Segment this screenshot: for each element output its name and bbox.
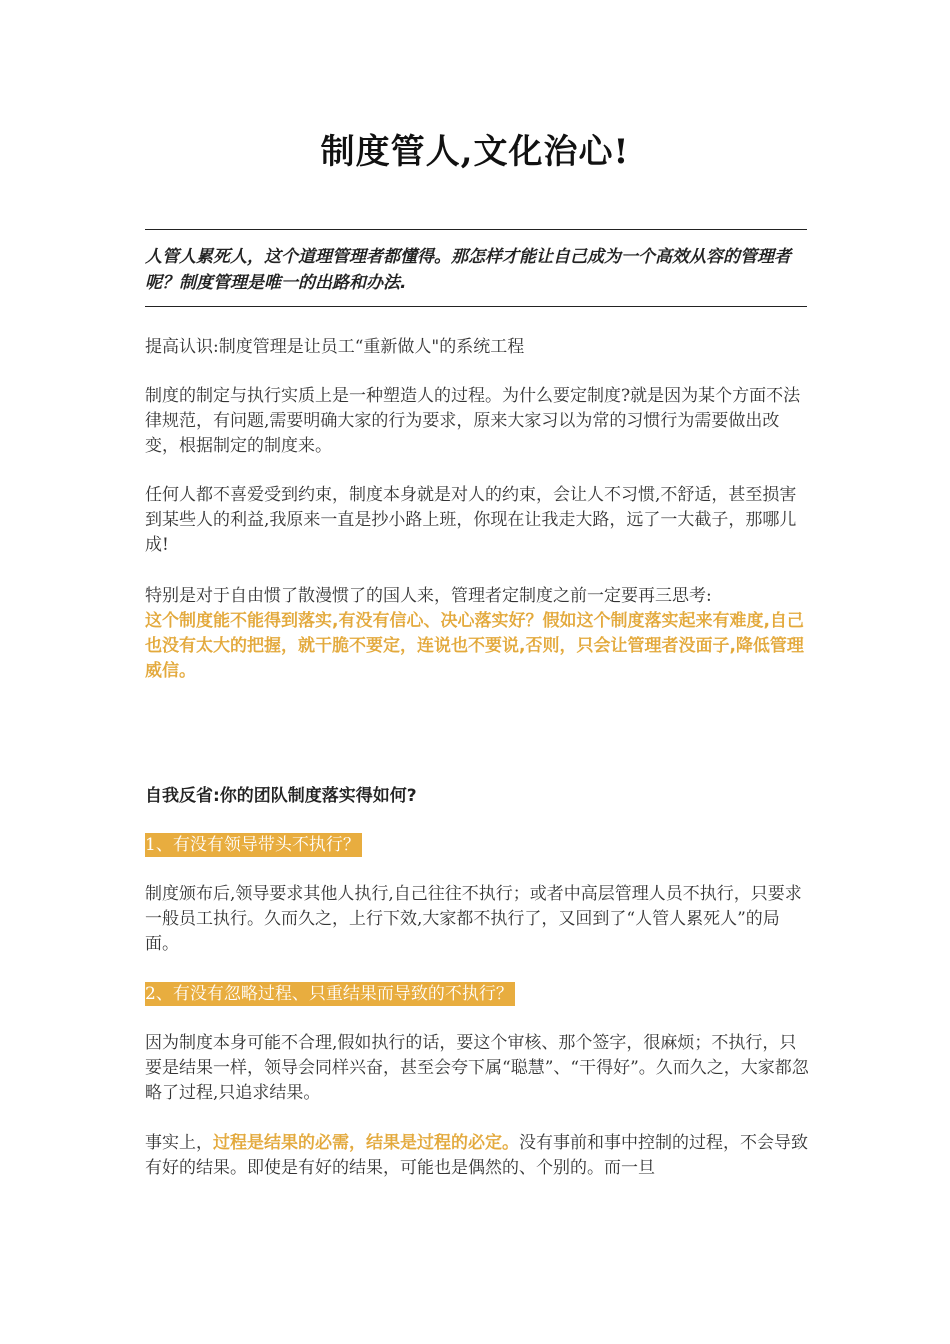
section1-paragraph-2: 任何人都不喜爱受到约束，制度本身就是对人的约束，会让人不习惯,不舒适，甚至损害到某些人的利益,我原来一直是抄小路上班，你现在让我走大路，远了一大截子，那哪儿成! [145,485,797,555]
section1-paragraph-3-intro: 特别是对于自由惯了散漫惯了的国人来，管理者定制度之前一定要再三思考: [145,586,712,606]
answer-2: 因为制度本身可能不合理,假如执行的话，要这个审核、那个签字，很麻烦；不执行，只要是结果一样，领导会同样兴奋，甚至会夸下属“聪慧”、“干得好”。久而久之，大家都忽略了过程,只追求结果。 [145,1033,809,1103]
section1-heading: 提高认识:制度管理是让员工“重新做人"的系统工程 [145,337,525,357]
fact-emphasis: 过程是结果的必需，结果是过程的必定。 [213,1133,519,1153]
question-2-highlight: 2、有没有忽略过程、只重结果而导致的不执行？ [145,984,513,1004]
fact-tail: 没有事前和事中控制的过程，不会导致有好的结果。即使是有好的结果，可能也是偶然的、个别的。而一旦 [145,1133,808,1178]
question-1-highlight: 1、有没有领导带头不执行？ [145,835,360,855]
divider-top [145,229,807,230]
section1-paragraph-3-emphasis: 这个制度能不能得到落实,有没有信心、决心落实好？假如这个制度落实起来有难度,自己也没有太大的把握，就干脆不要定，连说也不要说,否则，只会让管理者没面子,降低管理威信。 [145,611,804,681]
divider-bottom [145,306,807,307]
fact-paragraph [145,1131,810,1181]
section1-paragraph-1: 制度的制定与执行实质上是一种塑造人的过程。为什么要定制度?就是因为某个方面不法律规范，有问题,需要明确大家的行为要求，原来大家习以为常的习惯行为需要做出改变，根据制定的制度来。 [145,386,801,456]
lead-paragraph: 人管人累死人，这个道理管理者都懂得。那怎样才能让自己成为一个高效从容的管理者呢？制度管理是唯一的出路和办法. [145,247,791,293]
fact-lead: 事实上， [145,1133,213,1153]
question-2 [145,982,810,1007]
page-title: 制度管人,文化治心! [320,132,630,172]
section1-paragraph-3 [145,584,810,684]
answer-1: 制度颁布后,领导要求其他人执行,自己往往不执行；或者中高层管理人员不执行，只要求一般员工执行。久而久之，上行下效,大家都不执行了，又回到了“人管人累死人”的局面。 [145,884,802,954]
question-1 [145,833,810,858]
section2-heading: 自我反省:你的团队制度落实得如何? [145,786,417,806]
